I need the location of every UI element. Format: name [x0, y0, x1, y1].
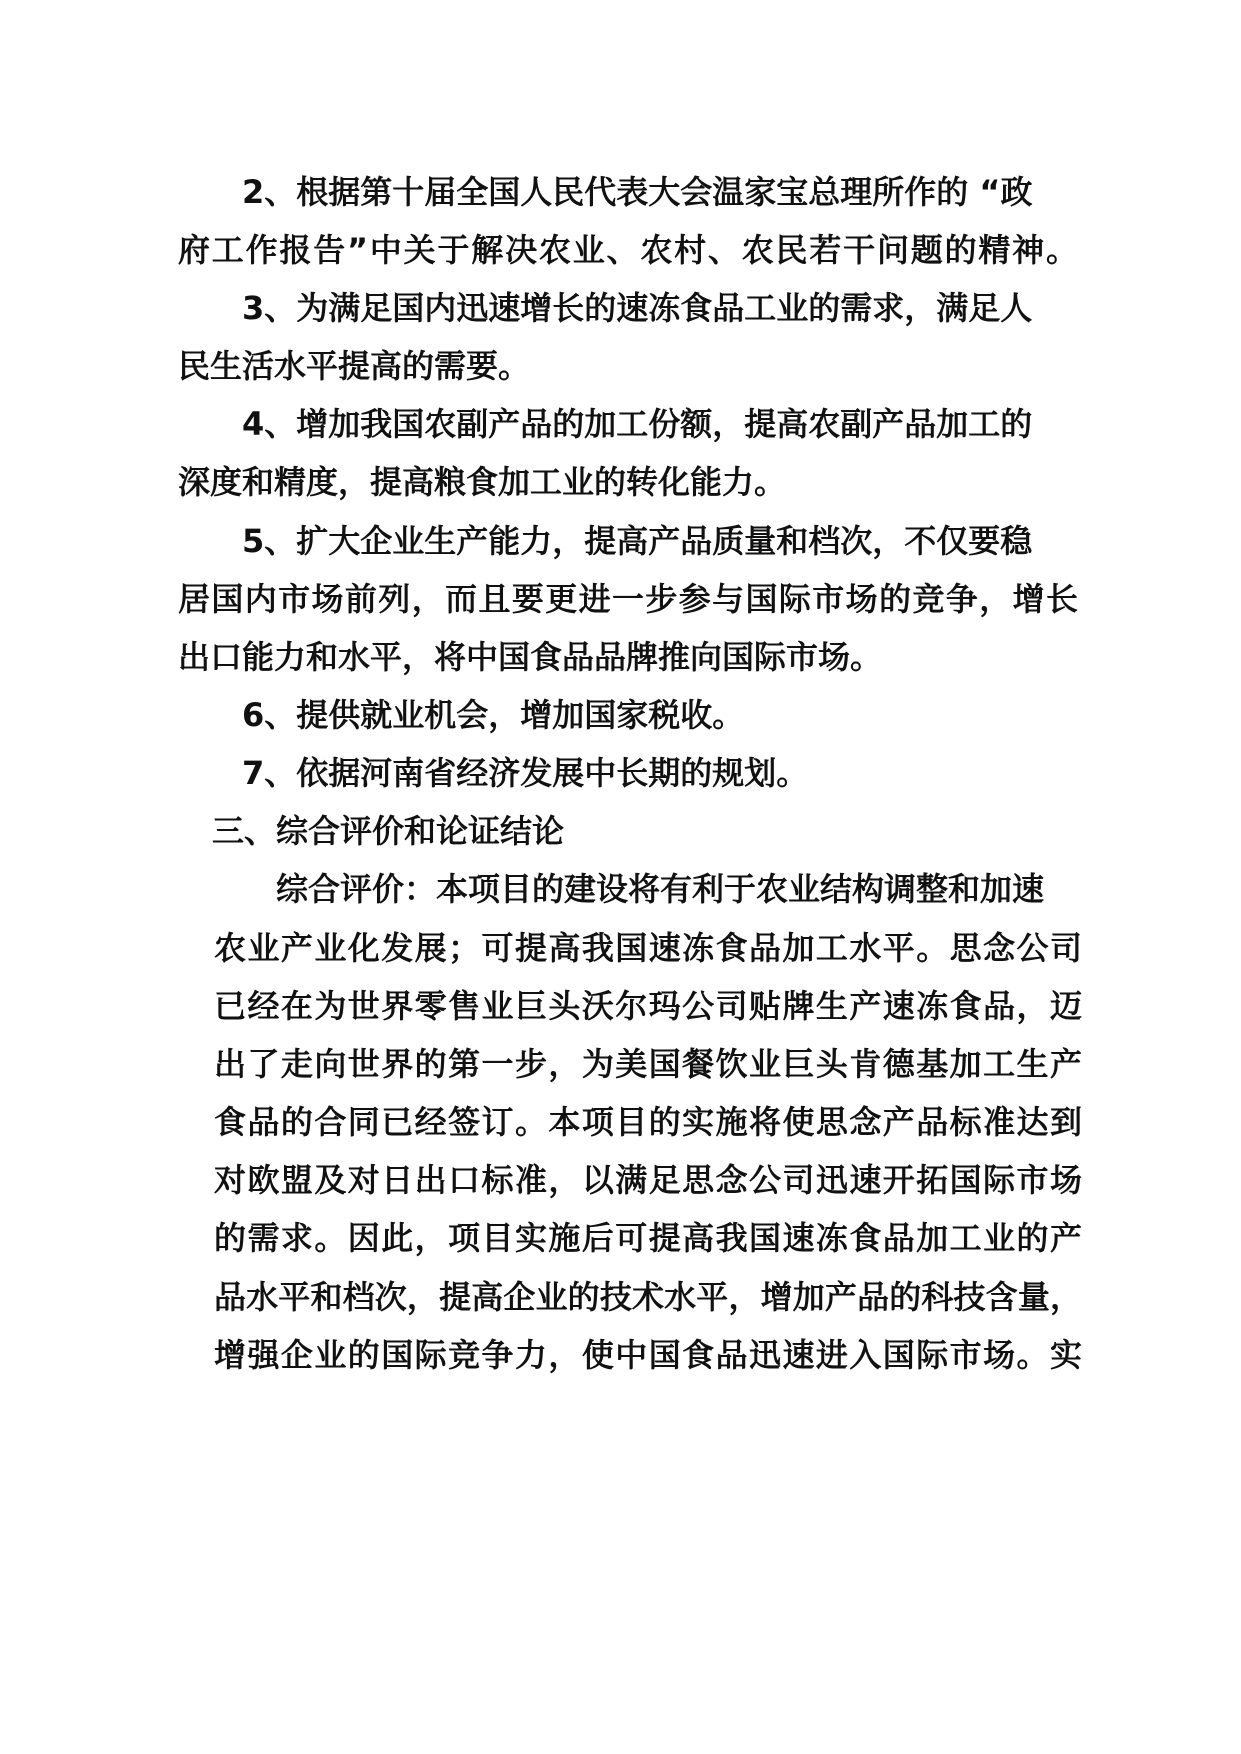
paragraph-line: 5、扩大企业生产能力，提高产品质量和档次，不仅要稳: [242, 522, 1033, 560]
paragraph-line: 民生活水平提高的需要。: [178, 347, 531, 385]
paragraph-line: 品水平和档次，提高企业的技术水平，增加产品的科技含量，: [214, 1278, 1082, 1316]
paragraph-line: 增强企业的国际竞争力，使中国食品迅速进入国际市场。实: [214, 1336, 1082, 1374]
paragraph-line: 4、增加我国农副产品的加工份额，提高农副产品加工的: [242, 405, 1033, 443]
paragraph-line: 2、根据第十届全国人民代表大会温家宝总理所作的 “政: [242, 173, 1033, 211]
section-heading: 三、综合评价和论证结论: [212, 812, 565, 850]
paragraph-line: 食品的合同已经签订。本项目的实施将使思念产品标准达到: [214, 1103, 1082, 1141]
paragraph-line: 深度和精度，提高粮食加工业的转化能力。: [178, 463, 787, 501]
paragraph-line: 农业产业化发展；可提高我国速冻食品加工水平。思念公司: [214, 929, 1082, 967]
paragraph-line: 出了走向世界的第一步，为美国餐饮业巨头肯德基加工生产: [214, 1045, 1082, 1083]
paragraph-line: 3、为满足国内迅速增长的速冻食品工业的需求，满足人: [242, 289, 1033, 327]
paragraph-line: 出口能力和水平，将中国食品品牌推向国际市场。: [178, 638, 883, 676]
paragraph-line: 7、依据河南省经济发展中长期的规划。: [242, 754, 809, 792]
paragraph-line: 的需求。因此，项目实施后可提高我国速冻食品加工业的产: [214, 1219, 1082, 1257]
paragraph-line: 6、提供就业机会，增加国家税收。: [242, 696, 745, 734]
paragraph-line: 已经在为世界零售业巨头沃尔玛公司贴牌生产速冻食品，迈: [214, 987, 1082, 1025]
paragraph-line: 对欧盟及对日出口标准，以满足思念公司迅速开拓国际市场: [214, 1161, 1082, 1199]
paragraph-line: 府工作报告”中关于解决农业、农村、农民若干问题的精神。: [178, 231, 1078, 269]
paragraph-line: 综合评价：本项目的建设将有利于农业结构调整和加速: [276, 870, 1045, 908]
paragraph-line: 居国内市场前列，而且要更进一步参与国际市场的竞争，增长: [178, 580, 1078, 618]
